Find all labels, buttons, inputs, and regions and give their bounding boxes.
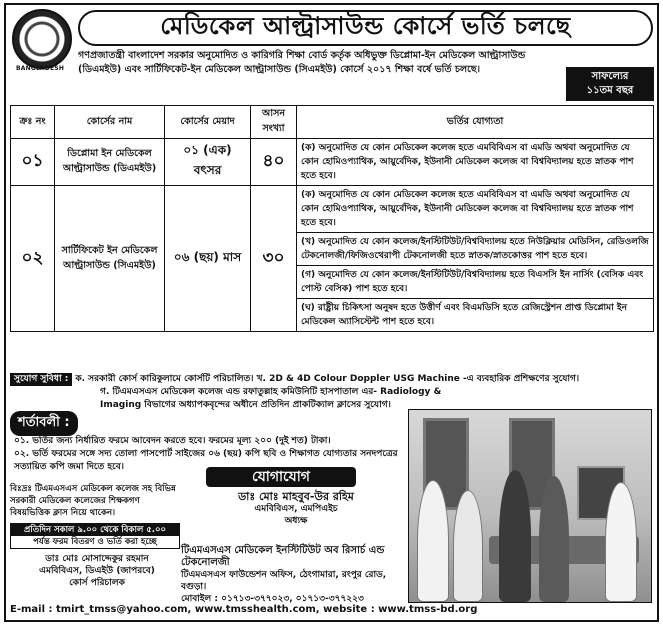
facility-text: Imaging বিভাগের অধ্যাপকবৃন্দের অধীনে প্রতিদিন প্রাকটিক্যাল ক্লাসের সুযোগ। xyxy=(100,400,391,410)
col-header-duration: কোর্সের মেয়াদ xyxy=(165,106,251,139)
teacher-note: বিঃদ্রঃ টিএমএসএস মেডিকেল কলেজ সহ বিভিন্ন সরকারী মেডিকেল কলেজের শিক্ষকগণ বিষয়ভিত্তিক ক্লাস নিয়ে থাকেন। xyxy=(10,484,176,518)
institute-logo xyxy=(12,9,72,69)
course-duration: ০১ (এক) বৎসর xyxy=(165,139,251,186)
contact-person xyxy=(186,491,406,527)
contact-title: যোগাযোগ xyxy=(206,467,356,487)
facility-text: ক. সরকারী কোর্স কারিকুলামে কোর্সটি পরিচালিত। খ. 2D & 4D Colour Doppler USG Machine -এ ব্যবহারিক প্রশিক্ষণের সুযোগ। xyxy=(75,374,580,384)
photo-person xyxy=(499,470,531,602)
approval-subtitle xyxy=(78,49,564,77)
logo-caption: BANGLADESH xyxy=(16,65,65,72)
course-eligibility xyxy=(297,186,654,332)
course-duration: ০৬ (ছয়) মাস xyxy=(165,186,251,332)
condition-item: ০২. ভর্তি ফরমের সঙ্গে সদ্য তোলা পাসপোর্ট সাইজের ০৬ (ছয়) কপি ছবি ও শিক্ষাগত যোগ্যতার সনদপত্রের সত্যায়িত কপি জমা দিতে হবে। xyxy=(14,449,398,472)
institute-address: টিএমএসএস ফাউন্ডেশন অফিস, ঠেংগামারা, রংপুর রোড, বগুড়া। xyxy=(181,570,387,592)
training-photo xyxy=(408,409,652,603)
institute-name: টিএমএসএস মেডিকেল ইনস্টিটিউট অব রিসার্চ এন্ড টেকনোলজী xyxy=(181,545,385,568)
course-serial: ০১ xyxy=(11,139,55,186)
contact-role: অধ্যক্ষ xyxy=(284,516,308,526)
course-name: সার্টিফিকেট ইন মেডিকেল আল্ট্রাসাউন্ড (সিএমইউ) xyxy=(55,186,165,332)
director-degree: এমবিবিএস, ডিএইউ (জাপরবে) xyxy=(39,566,155,576)
badge-line: সাফল্যের xyxy=(591,71,629,82)
footer-contacts: E-mail : tmirt_tmss@yahoo.com, www.tmsshealth.com, website : www.tmss-bd.org xyxy=(10,604,478,615)
subtitle-line: গণপ্রজাতন্ত্রী বাংলাদেশ সরকার অনুমোদিত ও কারিগরি শিক্ষা বোর্ড কর্তৃক অধিভুক্ত ডিপ্লোমা-ইন মেডিকেল আল্ট্রাসাউন্ড xyxy=(78,50,526,61)
course-director xyxy=(12,553,182,589)
headline-banner: মেডিকেল আল্ট্রাসাউন্ড কোর্সে ভর্তি চলছে xyxy=(78,10,653,46)
subtitle-line: (ডিএমইউ) এবং সার্টিফিকেট-ইন মেডিকেল আল্ট্রাসাউন্ড (সিএমইউ) কোর্সে ২০১৭ শিক্ষা বর্ষে ভর্তি চলছে। xyxy=(78,64,480,75)
course-serial: ০২ xyxy=(11,186,55,332)
contact-name: ডাঃ মোঃ মাহবুব-উর রহিম xyxy=(238,490,354,503)
institute-info xyxy=(181,545,406,605)
photo-person xyxy=(453,490,483,602)
course-seats: ৪০ xyxy=(251,139,297,186)
col-header-seats: আসন সংখ্যা xyxy=(251,106,297,139)
course-seats: ৩০ xyxy=(251,186,297,332)
course-table xyxy=(10,105,654,332)
photo-person xyxy=(417,480,449,602)
badge-line: ১১তম বছর xyxy=(586,85,634,96)
facilities-section xyxy=(10,373,654,412)
photo-person xyxy=(605,482,637,602)
table-header-row xyxy=(11,106,654,139)
contact-degree: এমবিবিএস, এমপিএইচ xyxy=(254,504,338,514)
facilities-label: সুযোগ সুবিধা : xyxy=(10,373,72,386)
director-role: কোর্স পরিচালক xyxy=(69,578,125,588)
table-row xyxy=(11,139,654,186)
eligibility-item: (গ) অনুমোদিত যে কোন কলেজ/ইনস্টিটিউট/বিশ্ববিদ্যালয় হতে বিএসসি ইন নার্সিং (বেসিক এবং পোস্ট বেসিক) পাশ হতে হবে। xyxy=(297,265,653,298)
table-row xyxy=(11,186,654,332)
course-name: ডিপ্লোমা ইন মেডিকেল আল্ট্রাসাউন্ড (ডিএমইউ) xyxy=(55,139,165,186)
form-hours-box xyxy=(10,523,180,549)
eligibility-item: (ক) অনুমোদিত যে কোন মেডিকেল কলেজ হতে এমবিবিএস বা এমডি অথবা অনুমোদিত যে কোন হোমিওপ্যাথিক, আয়ুর্বেদিক, ইউনানী মেডিকেল কলেজ বা বিশ্ববিদ্যালয় হতে স্নাতক পাশ হতে হবে। xyxy=(301,190,634,228)
eligibility-item: (ক) অনুমোদিত যে কোন মেডিকেল কলেজ হতে এমবিবিএস বা এমডি অথবা অনুমোদিত যে কোন হোমিওপ্যাথিক, আয়ুর্বেদিক, ইউনানী মেডিকেল কলেজ বা বিশ্ববিদ্যালয় হতে স্নাতক পাশ হতে হবে। xyxy=(301,143,634,181)
facility-text: গ. টিএমএসএস মেডিকেল কলেজ এন্ড রফাতুল্লাহ কমিউনিটি হাসপাতাল এর- Radiology & xyxy=(100,387,442,397)
conditions-title: শর্তাবলী : xyxy=(10,411,78,436)
success-year-badge xyxy=(566,67,654,101)
director-name: ডাঃ মোঃ মোসাদ্দেকুর রহমান xyxy=(45,554,149,564)
admission-notice xyxy=(4,3,659,622)
facilities-line xyxy=(10,373,654,386)
col-header-course: কোর্সের নাম xyxy=(55,106,165,139)
hours-line: প্রতিদিন সকাল ৯.০০ থেকে বিকাল ৫.০০ xyxy=(11,524,179,536)
photo-person xyxy=(539,476,569,602)
condition-item: ০১. ভর্তির জন্য নির্ধারিত ফরমে আবেদন করতে হবে। ফরমের মূল্য ২০০ (দুই শত) টাকা। xyxy=(14,436,331,446)
eligibility-item: (খ) অনুমোদিত যে কোন কলেজ/ইনস্টিটিউট/বিশ্ববিদ্যালয় হতে নিউক্লিয়ার মেডিসিন, রেডিওলজি টেকনোলজী/ফিজিওথেরাপী টেকনোলজী হতে স্নাতক/স্নাতকোত্তর পাশ হতে হবে। xyxy=(297,232,653,265)
col-header-eligibility: ভর্তির যোগ্যতা xyxy=(297,106,654,139)
eligibility-item: (ঘ) রাষ্ট্রীয় চিকিৎসা অনুষদ হতে উত্তীর্ণ এবং বিএমডিসি হতে রেজিস্ট্রেশন প্রাপ্ত ডিপ্লোমা ইন মেডিকেল অ্যাসিস্টেন্ট পাশ হতে হবে। xyxy=(297,298,653,331)
course-eligibility xyxy=(297,139,654,186)
hours-line: পর্যন্ত ফরম বিতরণ ও ভর্তি করা হচ্ছে xyxy=(33,537,157,547)
col-header-serial: ক্রঃ নং xyxy=(11,106,55,139)
institute-mobile: মোবাইল : ০১৭১৩-৩৭৭০২৩, ০১৭১৩-৩৭৭২২৩ xyxy=(181,594,364,604)
